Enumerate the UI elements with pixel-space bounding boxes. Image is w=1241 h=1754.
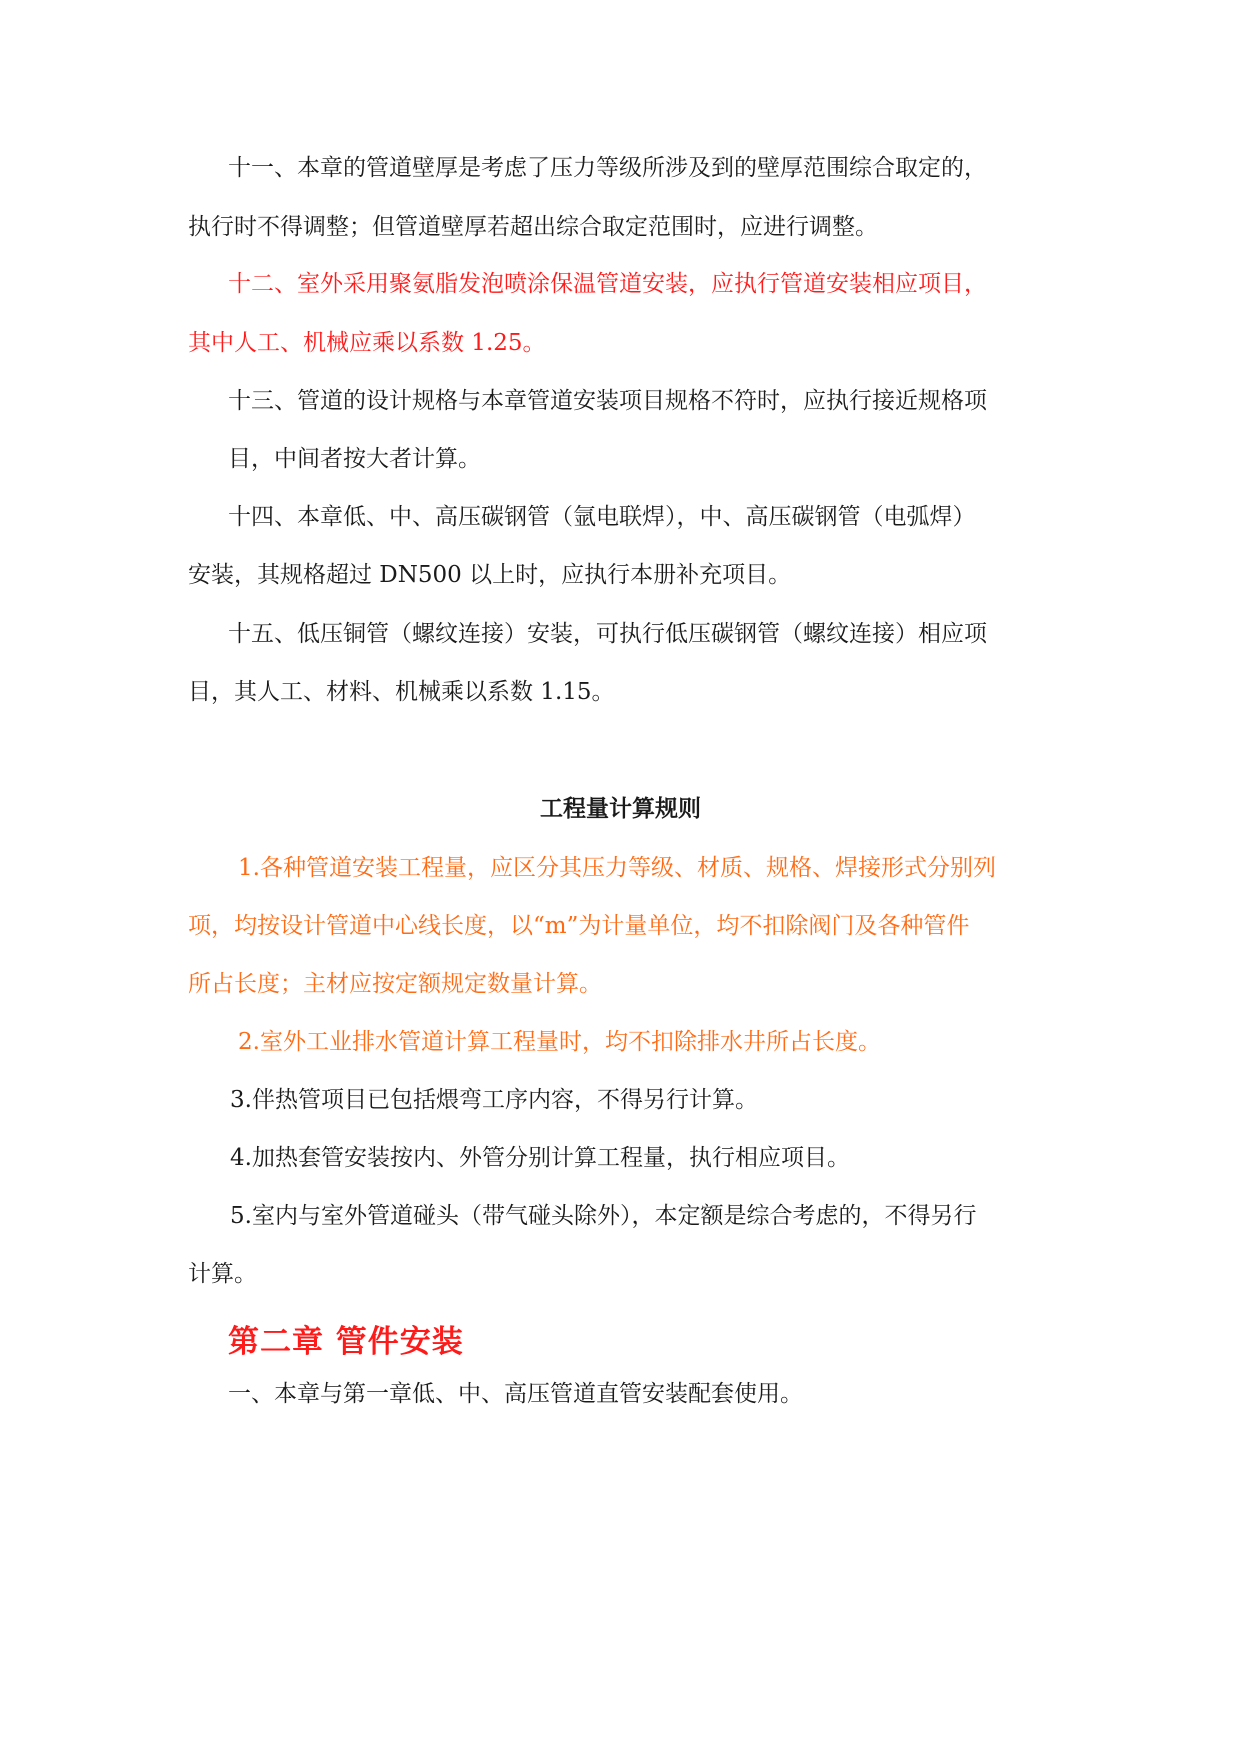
rule-3-line-1: 3.伴热管项目已包括煨弯工序内容，不得另行计算。	[230, 1087, 758, 1113]
rule-5-line-2: 计算。	[188, 1261, 257, 1287]
rule-2-line-1: 2.室外工业排水管道计算工程量时，均不扣除排水井所占长度。	[238, 1029, 881, 1055]
paragraph-12-line-2: 其中人工、机械应乘以系数 1.25。	[188, 330, 546, 356]
paragraph-13-line-2: 目，中间者按大者计算。	[228, 446, 481, 472]
paragraph-15-line-1: 十五、低压铜管（螺纹连接）安装，可执行低压碳钢管（螺纹连接）相应项	[228, 621, 987, 647]
paragraph-14-line-2: 安装，其规格超过 DN500 以上时，应执行本册补充项目。	[188, 562, 792, 588]
paragraph-14-line-1: 十四、本章低、中、高压碳钢管（氩电联焊），中、高压碳钢管（电弧焊）	[228, 504, 976, 530]
paragraph-11-line-2: 执行时不得调整；但管道壁厚若超出综合取定范围时，应进行调整。	[188, 214, 878, 240]
rule-1-line-2: 项，均按设计管道中心线长度，以“m”为计量单位，均不扣除阀门及各种管件	[188, 913, 970, 939]
chapter-2-item-1: 一、本章与第一章低、中、高压管道直管安装配套使用。	[228, 1381, 803, 1407]
paragraph-12-line-1: 十二、室外采用聚氨脂发泡喷涂保温管道安装，应执行管道安装相应项目，	[228, 271, 987, 297]
rule-1-line-3: 所占长度；主材应按定额规定数量计算。	[188, 971, 602, 997]
paragraph-11-line-1: 十一、本章的管道壁厚是考虑了压力等级所涉及到的壁厚范围综合取定的，	[228, 155, 987, 181]
rule-5-line-1: 5.室内与室外管道碰头（带气碰头除外），本定额是综合考虑的，不得另行	[230, 1203, 977, 1229]
rule-4-line-1: 4.加热套管安装按内、外管分别计算工程量，执行相应项目。	[230, 1145, 850, 1171]
rules-heading: 工程量计算规则	[540, 796, 701, 822]
rule-1-line-1: 1.各种管道安装工程量，应区分其压力等级、材质、规格、焊接形式分别列	[238, 855, 996, 881]
paragraph-15-line-2: 目，其人工、材料、机械乘以系数 1.15。	[188, 679, 615, 705]
paragraph-13-line-1: 十三、管道的设计规格与本章管道安装项目规格不符时，应执行接近规格项	[228, 388, 987, 414]
chapter-title: 第二章 管件安装	[228, 1324, 464, 1360]
